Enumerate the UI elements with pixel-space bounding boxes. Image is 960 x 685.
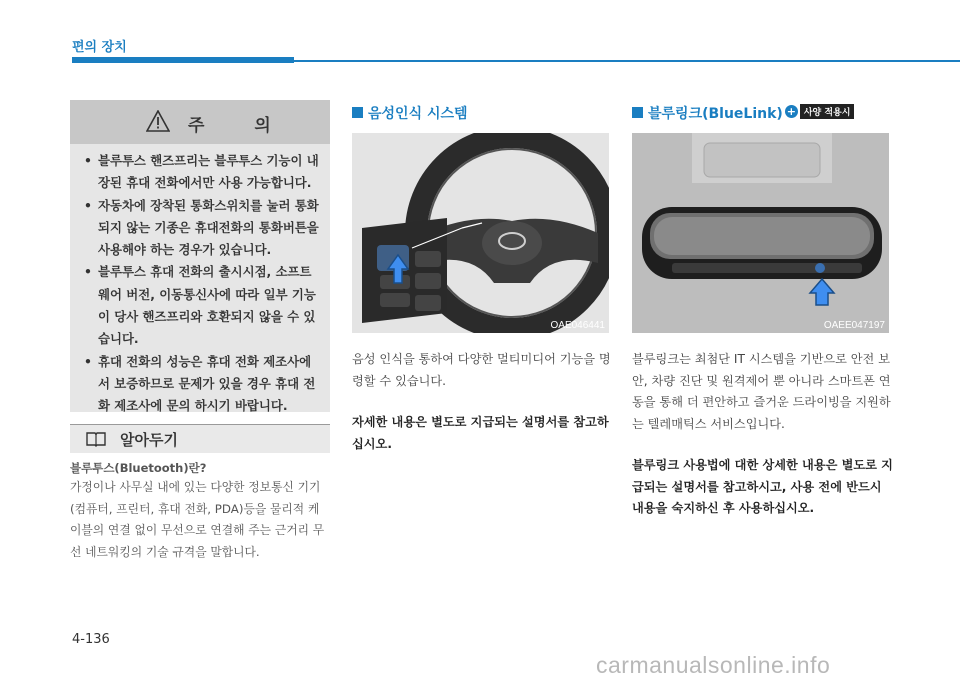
header-accent-bar [72,57,294,63]
voice-note: 자세한 내용은 별도로 지급되는 설명서를 참고하십시오. [352,415,609,451]
steering-wheel-image [352,133,609,333]
header-rule [294,60,960,62]
option-badge: 사양 적용시 [800,104,855,119]
image-code: OAEE047197 [823,320,885,331]
book-icon [86,431,106,447]
warning-icon [146,110,170,132]
note-subtitle: 블루투스(Bluetooth)란? [70,461,207,475]
section-header-title: 편의 장치 [72,40,127,55]
plus-icon: + [786,105,796,118]
voice-body: 음성 인식을 통하여 다양한 멀티미디어 기능을 명령할 수 있습니다. [352,352,611,388]
caution-item: • 자동차에 장착된 통화스위치를 눌러 통화 되지 않는 기종은 휴대전화의 통화버튼을 사용해야 하는 경우가 있습니다. [84,195,322,262]
note-title: 알아두기 [120,431,178,449]
bluelink-body: 블루링크는 최첨단 IT 시스템을 기반으로 안전 보안, 차량 진단 및 원격제어 뿐 아니라 스마트폰 연동을 통해 더 편안하고 즐거운 드라이빙을 지원하는 텔레매틱스 서비스입니다. [632,352,891,431]
note-header [70,424,330,453]
mirror-illustration [632,133,889,333]
caution-header [70,100,330,144]
note-body: 가정이나 사무실 내에 있는 다양한 정보통신 기기(컴퓨터, 프린터, 휴대 전화, PDA)등을 물리적 케이블의 연결 없이 무선으로 연결해 주는 근거리 무선 네트워킹의 기술 규격을 말합니다. [70,480,325,559]
caution-box [70,100,330,412]
mirror-image [632,133,889,333]
watermark: carmanualsonline.info [596,652,831,678]
steering-wheel-illustration [352,133,609,333]
image-code: OAE046441 [550,320,605,331]
caution-item: • 휴대 전화의 성능은 휴대 전화 제조사에서 보증하므로 문제가 있을 경우 휴대 전화 제조사에 문의 하시기 바랍니다. [84,351,322,418]
section-square-icon [632,107,643,118]
caution-list [84,150,322,418]
bluelink-note: 블루링크 사용법에 대한 상세한 내용은 별도로 지급되는 설명서를 참고하시고, 사용 전에 반드시 내용을 숙지하신 후 사용하십시오. [632,458,893,515]
page-number: 4-136 [72,632,110,647]
bluelink-section-title [632,103,854,123]
voice-section-title [352,103,468,123]
voice-title-text: 음성인식 시스템 [368,106,468,122]
caution-item: • 블루투스 휴대 전화의 출시시점, 소프트웨어 버전, 이동통신사에 따라 일부 기능이 당사 핸즈프리와 호환되지 않을 수 있습니다. [84,261,322,350]
bluelink-title-text: 블루링크(BlueLink) [648,106,783,122]
section-square-icon [352,107,363,118]
caution-item: • 블루투스 핸즈프리는 블루투스 기능이 내장된 휴대 전화에서만 사용 가능합니다. [84,150,322,195]
caution-title: 주 의 [188,116,293,136]
